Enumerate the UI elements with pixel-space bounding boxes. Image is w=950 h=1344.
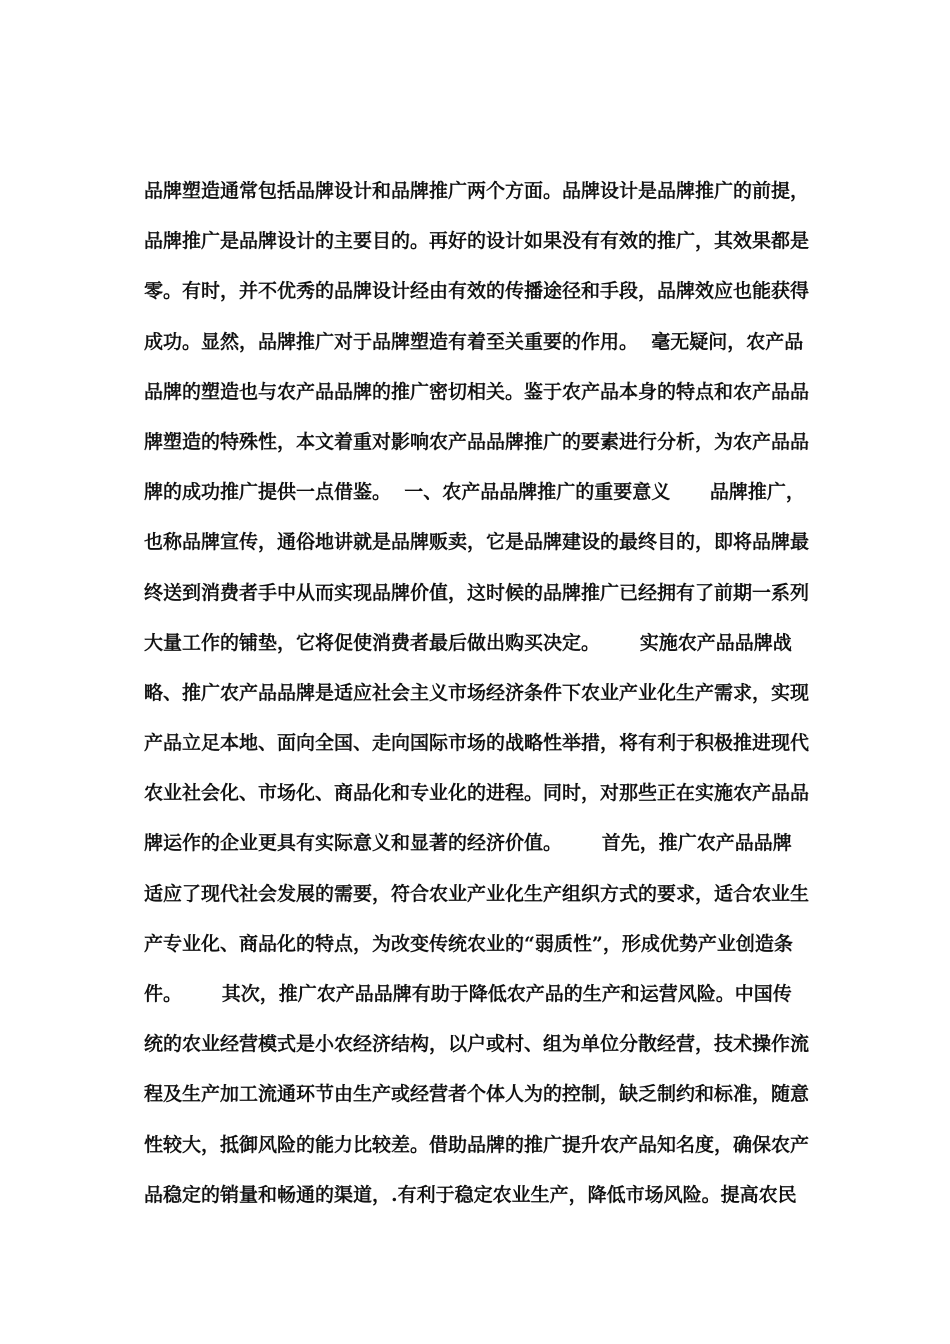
text-line: 适应了现代社会发展的需要，符合农业产业化生产组织方式的要求，适合农业生 xyxy=(144,882,810,905)
text-line: 零。有时，并不优秀的品牌设计经由有效的传播途径和手段，品牌效应也能获得 xyxy=(144,280,810,303)
text-line: 件。 其次，推广农产品品牌有助于降低农产品的生产和运营风险。中国传 xyxy=(144,983,792,1005)
text-line: 品稳定的销量和畅通的渠道，.有利于稳定农业生产，降低市场风险。提高农民 xyxy=(144,1183,797,1206)
text-line: 性较大，抵御风险的能力比较差。借助品牌的推广提升农产品知名度，确保农产 xyxy=(144,1133,810,1156)
text-line: 终送到消费者手中从而实现品牌价值，这时候的品牌推广已经拥有了前期一系列 xyxy=(144,581,810,604)
text-line: 略、推广农产品品牌是适应社会主义市场经济条件下农业产业化生产需求，实现 xyxy=(144,681,810,704)
text-line: 牌塑造的特殊性，本文着重对影响农产品品牌推广的要素进行分析，为农产品品 xyxy=(144,430,810,453)
text-line: 产专业化、商品化的特点，为改变传统农业的“弱质性”，形成优势产业创造条 xyxy=(144,932,793,955)
text-line: 品牌推广是品牌设计的主要目的。再好的设计如果没有有效的推广，其效果都是 xyxy=(144,230,810,253)
text-line: 大量工作的铺垫，它将促使消费者最后做出购买决定。 实施农产品品牌战 xyxy=(144,631,792,654)
text-line: 产品立足本地、面向全国、走向国际市场的战略性举措，将有利于积极推进现代 xyxy=(144,732,810,755)
text-line: 也称品牌宣传，通俗地讲就是品牌贩卖，它是品牌建设的最终目的，即将品牌最 xyxy=(144,531,810,554)
text-line: 成功。显然，品牌推广对于品牌塑造有着至关重要的作用。 毫无疑问，农产品 xyxy=(144,330,804,353)
text-line: 牌的成功推广提供一点借鉴。 一、农产品品牌推广的重要意义 品牌推广， xyxy=(144,481,805,504)
text-line: 统的农业经营模式是小农经济结构，以户或村、组为单位分散经营，技术操作流 xyxy=(144,1033,810,1056)
text-line: 程及生产加工流通环节由生产或经营者个体人为的控制，缺乏制约和标准，随意 xyxy=(144,1083,810,1106)
body-text xyxy=(144,166,824,1220)
text-line: 农业社会化、市场化、商品化和专业化的进程。同时，对那些正在实施农产品品 xyxy=(144,782,810,805)
text-line: 牌运作的企业更具有实际意义和显著的经济价值。 首先，推广农产品品牌 xyxy=(144,832,792,855)
text-line: 品牌塑造通常包括品牌设计和品牌推广两个方面。品牌设计是品牌推广的前提， xyxy=(144,180,810,202)
text-line: 品牌的塑造也与农产品品牌的推广密切相关。鉴于农产品本身的特点和农产品品 xyxy=(144,380,810,403)
